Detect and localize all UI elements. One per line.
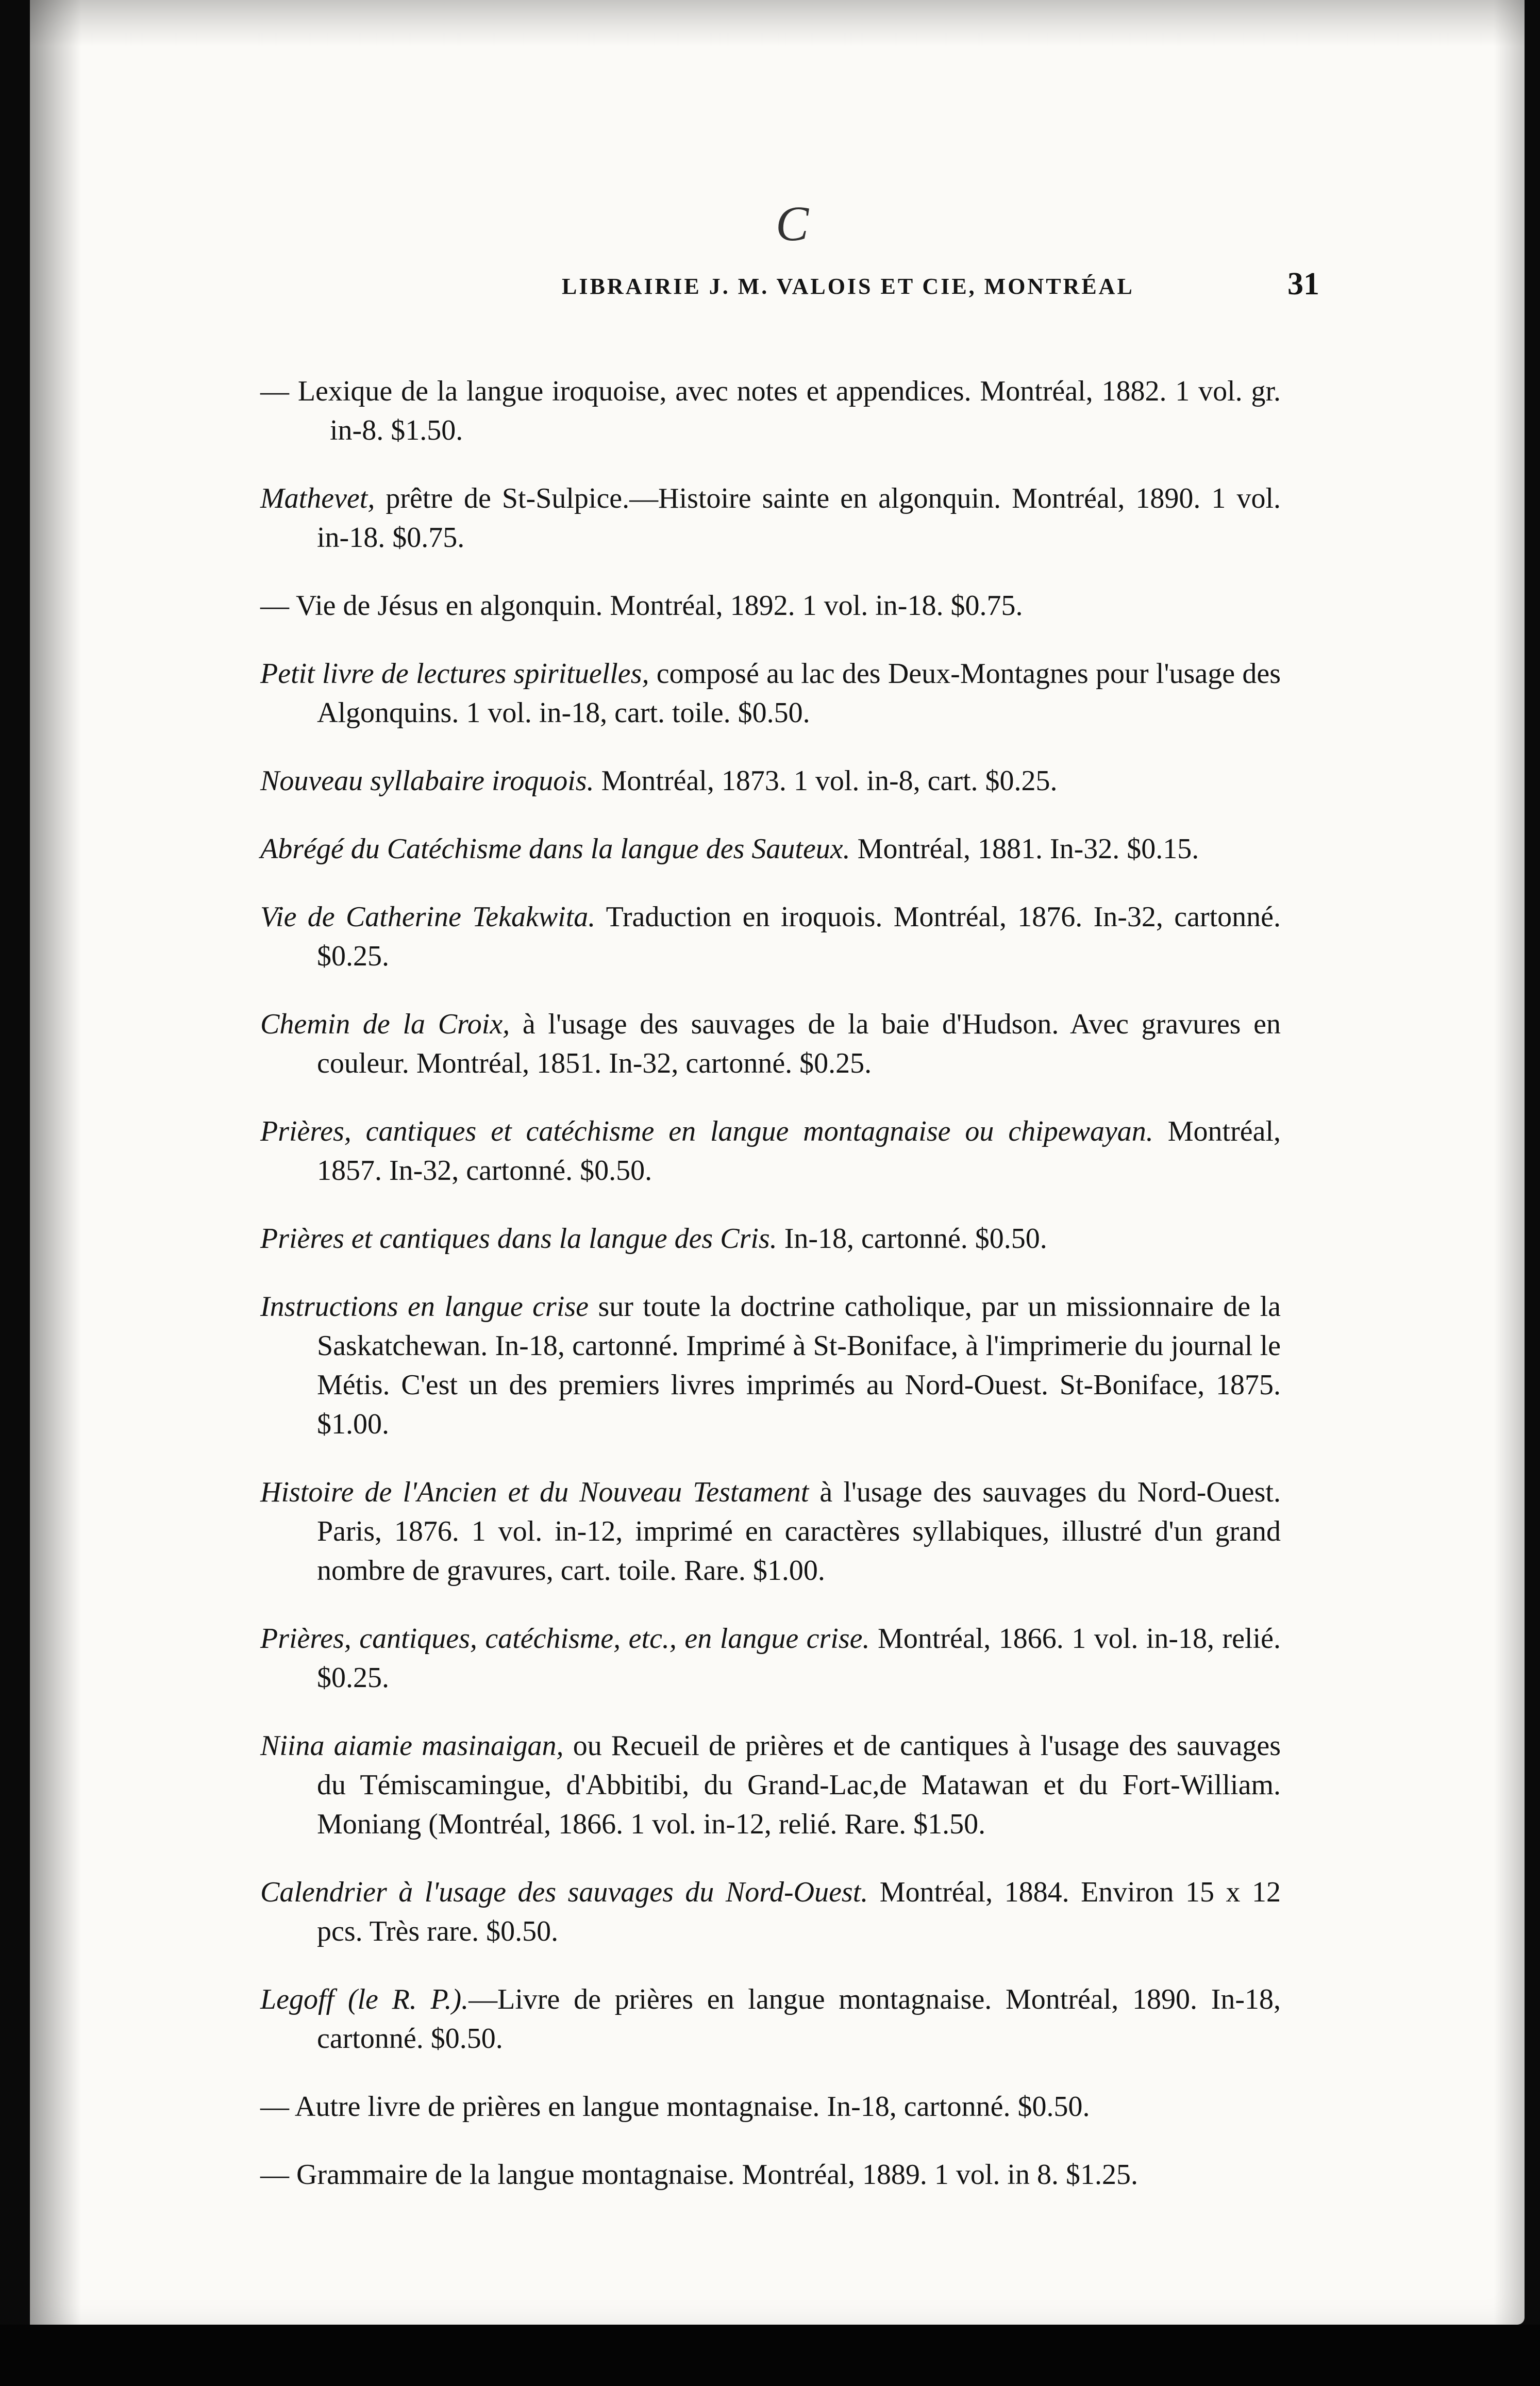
- scan-bottom-border: [0, 2325, 1540, 2386]
- catalogue-entry: [260, 761, 1281, 800]
- page-number: 31: [1287, 266, 1319, 302]
- entry-text: In-18, cartonné. $0.50.: [784, 1223, 1047, 1255]
- entry-text: —Livre de prières en langue montagnaise. Montréal, 1890. In-18, cartonné. $0.50.: [317, 1983, 1281, 2055]
- catalogue-entry: [260, 1219, 1281, 1258]
- page-right-shadow: [1494, 0, 1525, 2325]
- entry-author-title: Mathevet,: [260, 482, 375, 514]
- entry-text: composé au lac des Deux-Montagnes pour l'usage des Algonquins. 1 vol. in-18, cart. toile. $0.50.: [317, 658, 1281, 729]
- catalogue-entry: [260, 654, 1281, 732]
- entry-author-title: Vie de Catherine Tekakwita.: [260, 901, 596, 933]
- entry-text: Montréal, 1857. In-32, cartonné. $0.50.: [317, 1115, 1281, 1187]
- entry-dash: —: [260, 2091, 289, 2123]
- entry-text: Vie de Jésus en algonquin. Montréal, 1892. 1 vol. in-18. $0.75.: [296, 590, 1023, 622]
- entry-author-title: Legoff (le R. P.).: [260, 1983, 469, 2015]
- entry-dash: —: [260, 375, 289, 407]
- running-head: [562, 266, 1319, 309]
- handwritten-mark: C: [776, 196, 809, 251]
- entry-text: Grammaire de la langue montagnaise. Montréal, 1889. 1 vol. in 8. $1.25.: [296, 2159, 1138, 2191]
- entry-author-title: Instructions en langue crise: [260, 1291, 589, 1323]
- entry-author-title: Abrégé du Catéchisme dans la langue des Sauteux.: [260, 833, 850, 865]
- entry-text: Traduction en iroquois. Montréal, 1876. In-32, cartonné. $0.25.: [317, 901, 1281, 972]
- catalogue-entry: [260, 897, 1281, 976]
- entry-text: Lexique de la langue iroquoise, avec notes et appendices. Montréal, 1882. 1 vol. gr. in-8. $1.50.: [297, 375, 1281, 446]
- catalogue-entry: [260, 1287, 1281, 1444]
- entry-dash: —: [260, 2159, 289, 2191]
- catalogue-entry: [260, 1619, 1281, 1697]
- entry-text: à l'usage des sauvages de la baie d'Hudson. Avec gravures en couleur. Montréal, 1851. In-32, cartonné. $0.25.: [317, 1008, 1281, 1079]
- page-left-shadow: [30, 0, 81, 2325]
- entry-text: Autre livre de prières en langue montagnaise. In-18, cartonné. $0.50.: [294, 2091, 1090, 2123]
- entry-text: sur toute la doctrine catholique, par un missionnaire de la Saskatchewan. In-18, cartonné. Imprimé à St-Boniface, à l'imprimerie du journal le Métis. C'est un des premiers livres imprimés au Nord-Ouest. St-Boniface, 1875. $1.00.: [317, 1291, 1281, 1440]
- running-head-title: LIBRAIRIE J. M. VALOIS ET CIE, MONTRÉAL: [562, 274, 1134, 299]
- entry-author-title: Nouveau syllabaire iroquois.: [260, 765, 594, 797]
- catalogue-entry: [260, 1112, 1281, 1190]
- entry-text: Montréal, 1873. 1 vol. in-8, cart. $0.25.: [601, 765, 1058, 797]
- page-top-shadow: [30, 0, 1525, 46]
- entry-text: Montréal, 1881. In-32. $0.15.: [857, 833, 1199, 865]
- catalogue-entry: [260, 2087, 1281, 2126]
- catalogue-entry: [260, 1005, 1281, 1083]
- entry-author-title: Prières, cantiques, catéchisme, etc., en langue crise.: [260, 1623, 870, 1655]
- entry-author-title: Niina aiamie masinaigan,: [260, 1730, 564, 1762]
- entry-text: à l'usage des sauvages du Nord-Ouest. Paris, 1876. 1 vol. in-12, imprimé en caractères syllabiques, illustré d'un grand nombre de gravures, cart. toile. Rare. $1.00.: [317, 1476, 1281, 1587]
- catalogue-entry: [260, 1726, 1281, 1844]
- catalogue-entry: [260, 2155, 1281, 2194]
- entry-text: Montréal, 1866. 1 vol. in-18, relié. $0.25.: [317, 1623, 1281, 1694]
- catalogue-entry: [260, 479, 1281, 557]
- catalogue-entry: [260, 586, 1281, 625]
- entry-text: ou Recueil de prières et de cantiques à l'usage des sauvages du Témiscamingue, d'Abbitibi, du Grand-Lac,de Matawan et du Fort-William. Moniang (Montréal, 1866. 1 vol. in-12, relié. Rare. $1.50.: [317, 1730, 1281, 1840]
- catalogue-entry: [260, 372, 1281, 450]
- entry-author-title: Calendrier à l'usage des sauvages du Nord-Ouest.: [260, 1876, 868, 1908]
- catalogue-entry: [260, 1873, 1281, 1951]
- entry-author-title: Petit livre de lectures spirituelles,: [260, 658, 649, 690]
- entry-author-title: Prières et cantiques dans la langue des Cris.: [260, 1223, 777, 1255]
- entry-author-title: Prières, cantiques et catéchisme en langue montagnaise ou chipewayan.: [260, 1115, 1153, 1147]
- entry-dash: —: [260, 590, 289, 622]
- entry-text: prêtre de St-Sulpice.—Histoire sainte en algonquin. Montréal, 1890. 1 vol. in-18. $0.75.: [317, 482, 1281, 554]
- catalogue-entry: [260, 1980, 1281, 2058]
- entry-text: Montréal, 1884. Environ 15 x 12 pcs. Très rare. $0.50.: [317, 1876, 1281, 1947]
- catalogue-entries: [260, 343, 1281, 2211]
- catalogue-entry: [260, 1473, 1281, 1590]
- entry-author-title: Chemin de la Croix,: [260, 1008, 510, 1040]
- catalogue-entry: [260, 829, 1281, 869]
- entry-author-title: Histoire de l'Ancien et du Nouveau Testament: [260, 1476, 809, 1508]
